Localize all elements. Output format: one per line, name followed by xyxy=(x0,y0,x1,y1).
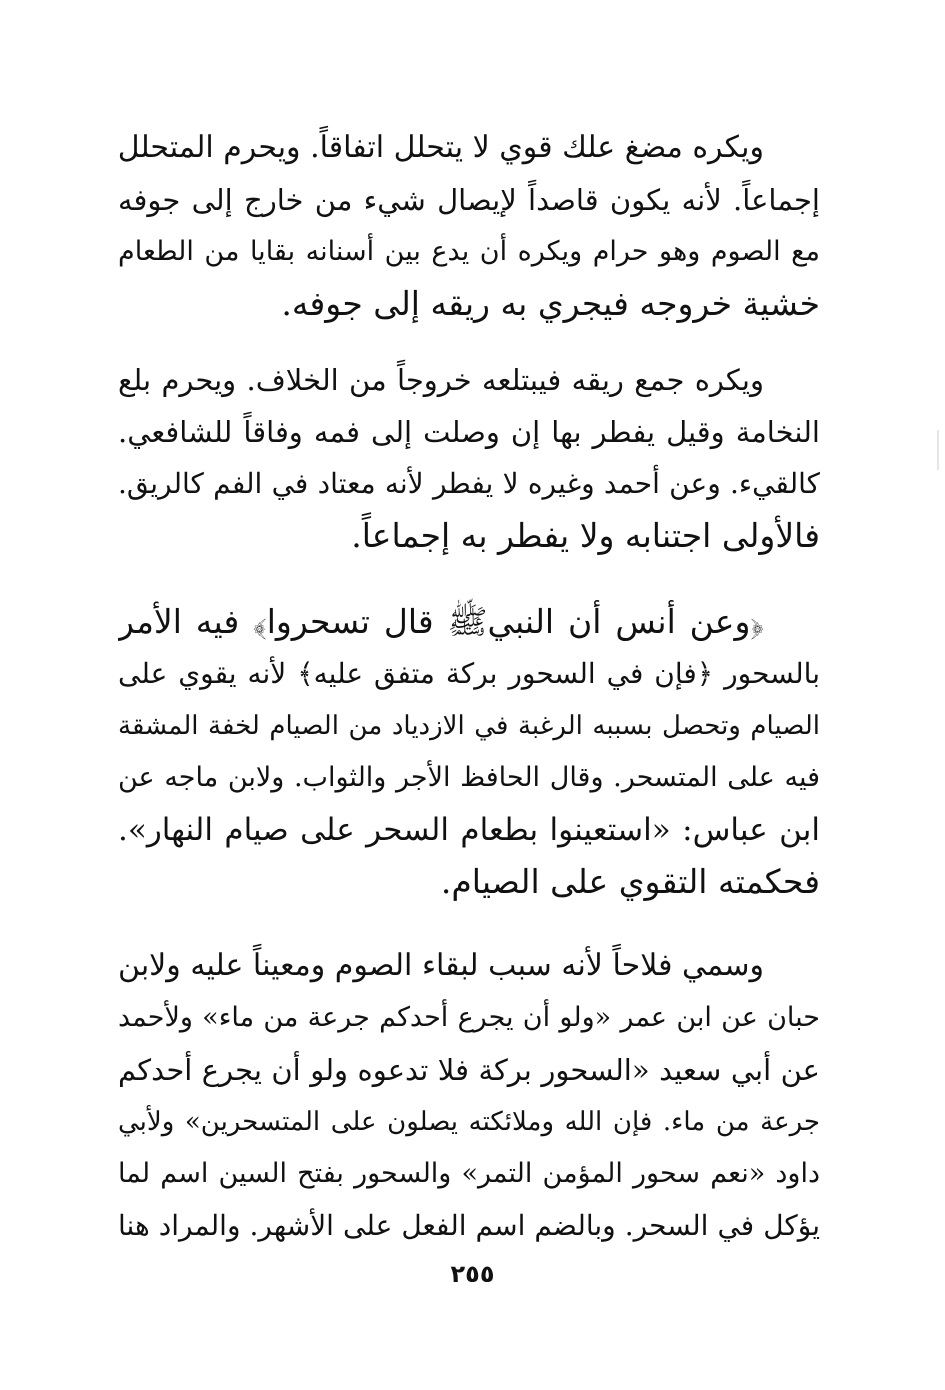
paragraph-line: جرعة من ماء. فإن الله وملائكته يصلون على المتسحرين» ولأبي xyxy=(118,1107,820,1137)
paragraph-line: وسمي فلاحاً لأنه سبب لبقاء الصوم ومعيناً عليه ولابن xyxy=(118,948,764,983)
paragraph-line: بالسحور ﴿فإن في السحور بركة متفق عليه﴾ لأنه يقوي على xyxy=(118,657,820,690)
paragraph-line: حبان عن ابن عمر «ولو أن يجرع أحدكم جرعة من ماء» ولأحمد xyxy=(118,1002,820,1033)
paragraph-line: يؤكل في السحر. وبالضم اسم الفعل على الأشهر. والمراد هنا xyxy=(118,1209,820,1242)
paragraph-line: مع الصوم وهو حرام ويكره أن يدع بين أسنانه بقايا من الطعام xyxy=(118,236,820,267)
paragraph-line: كالقيء. وعن أحمد وغيره لا يفطر لأنه معتاد في الفم كالريق. xyxy=(118,467,820,500)
page-number: ٢٥٥ xyxy=(450,1260,495,1288)
scan-edge-mark xyxy=(937,430,939,470)
paragraph-line: ابن عباس: «استعينوا بطعام السحر على صيام النهار». xyxy=(118,812,820,848)
paragraph-line: إجماعاً. لأنه يكون قاصداً لإيصال شيء من خارج إلى جوفه xyxy=(118,183,820,217)
paragraph-2 xyxy=(118,354,820,562)
paragraph-line: النخامة وقيل يفطر بها إن وصلت إلى فمه وفاقاً للشافعي. xyxy=(118,415,820,449)
paragraph-4 xyxy=(118,940,820,1252)
paragraph-line: الصيام وتحصل بسببه الرغبة في الازدياد من الصيام لخفة المشقة xyxy=(118,711,820,741)
paragraph-line: ﴿وعن أنس أن النبيﷺ قال تسحروا﴾ فيه الأمر xyxy=(118,602,764,641)
paragraph-line: فحكمته التقوي على الصيام. xyxy=(440,862,820,901)
paragraph-line: فيه على المتسحر. وقال الحافظ الأجر والثواب. ولابن ماجه عن xyxy=(118,762,820,793)
paragraph-line: ويكره جمع ريقه فيبتلعه خروجاً من الخلاف. ويحرم بلع xyxy=(118,363,764,397)
paragraph-1 xyxy=(118,122,820,330)
paragraph-line: فالأولى اجتنابه ولا يفطر به إجماعاً. xyxy=(351,516,820,555)
paragraph-3 xyxy=(118,596,820,908)
paragraph-line: عن أبي سعيد «السحور بركة فلا تدعوه ولو أن يجرع أحدكم xyxy=(118,1053,820,1087)
paragraph-line: خشية خروجه فيجري به ريقه إلى جوفه. xyxy=(281,284,820,323)
paragraph-line: ويكره مضغ علك قوي لا يتحلل اتفاقاً. ويحرم المتحلل xyxy=(118,130,764,165)
paragraph-line: داود «نعم سحور المؤمن التمر» والسحور بفتح السين اسم لما xyxy=(118,1158,820,1189)
